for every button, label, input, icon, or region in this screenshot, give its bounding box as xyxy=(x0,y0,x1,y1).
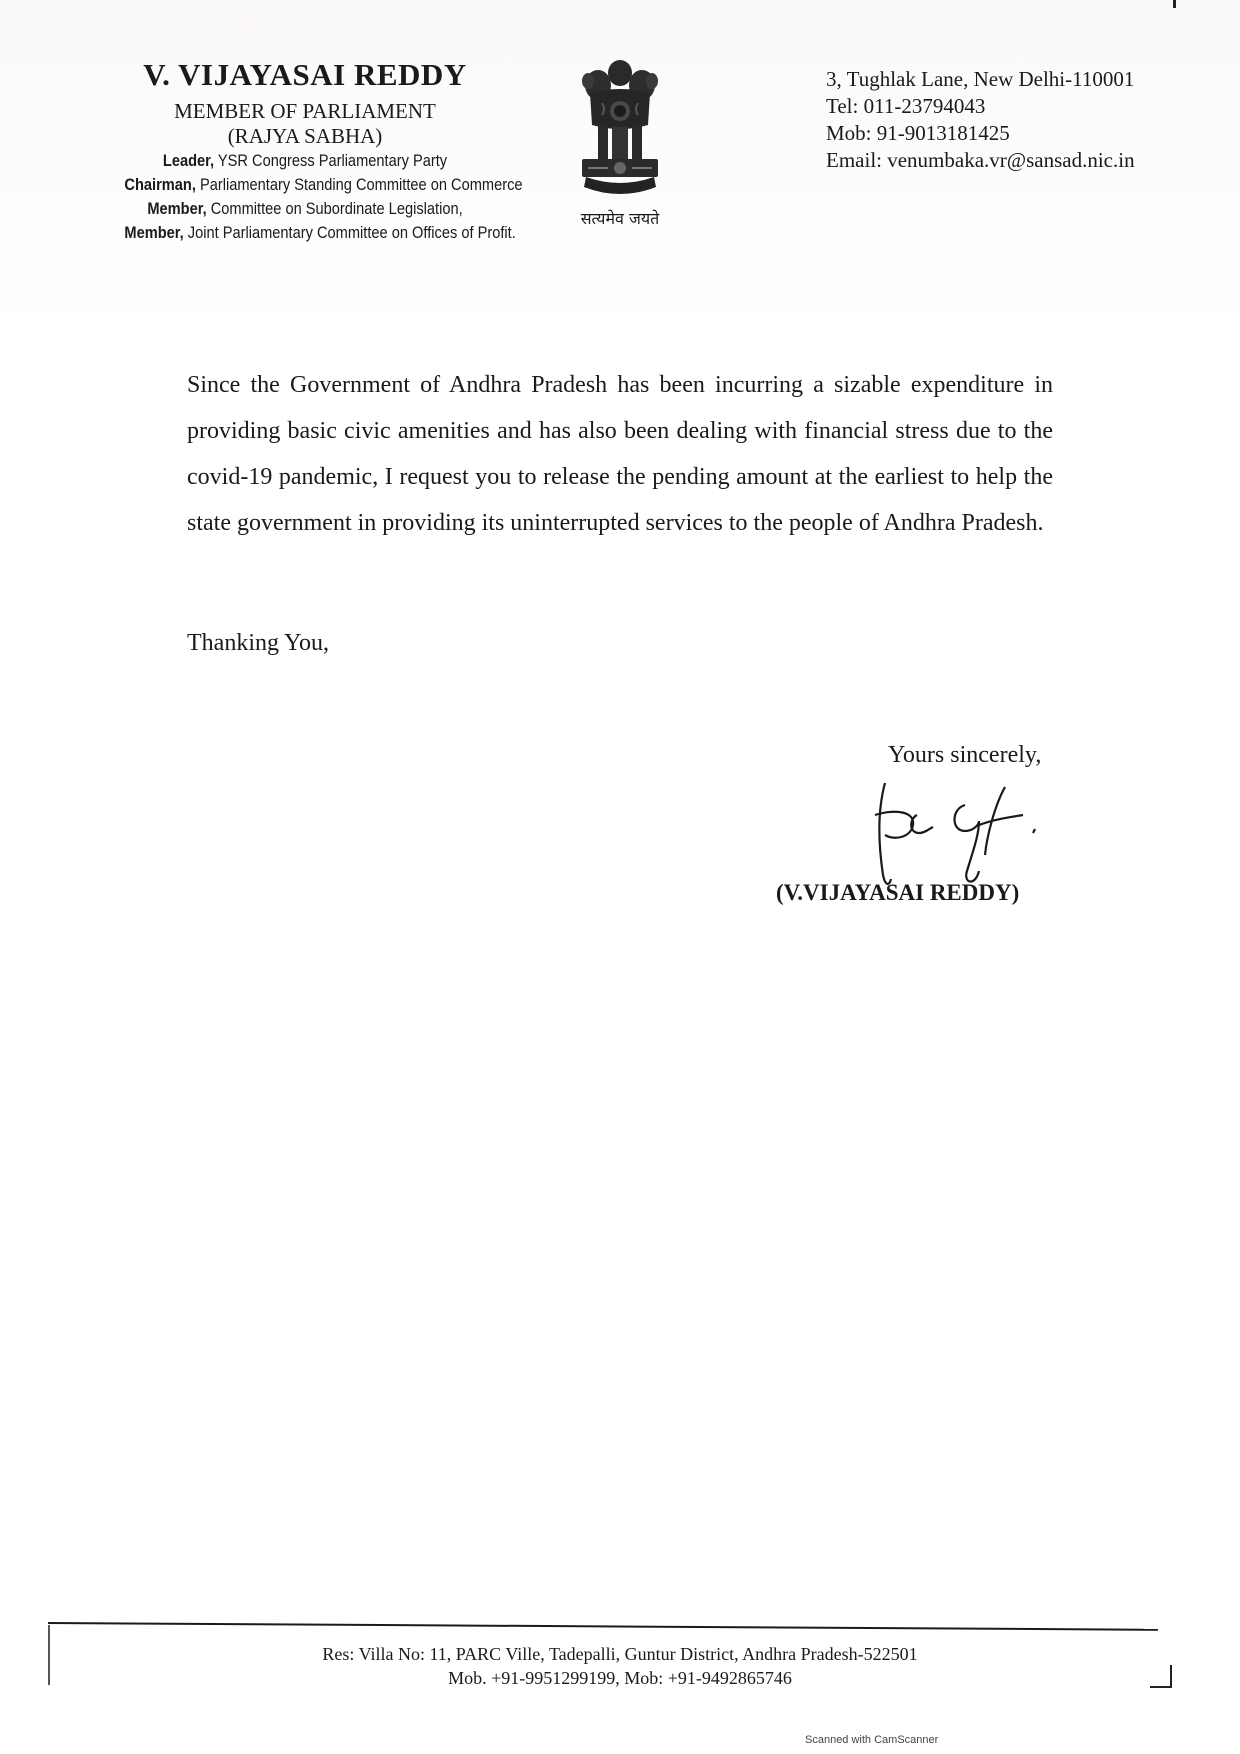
state-emblem-icon xyxy=(572,55,668,205)
residence-address: Res: Villa No: 11, PARC Ville, Tadepalli, Guntur District, Andhra Pradesh-522501 xyxy=(322,1644,918,1664)
sender-role: MEMBER OF PARLIAMENT xyxy=(174,99,436,123)
letterhead-left xyxy=(95,55,523,245)
closing-line: Thanking You, xyxy=(187,630,330,656)
scan-edge-mark xyxy=(1173,0,1176,8)
position-line xyxy=(124,197,485,221)
position-body: Parliamentary Standing Committee on Commerce xyxy=(195,175,523,194)
handwritten-signature xyxy=(855,775,1055,895)
sender-house: (RAJYA SABHA) xyxy=(227,124,383,148)
residence-mobiles: Mob. +91-9951299199, Mob: +91-9492865746 xyxy=(448,1668,792,1688)
position-title: Member, xyxy=(124,223,184,242)
position-line xyxy=(124,149,485,173)
sender-name: V. VIJAYASAI REDDY xyxy=(143,57,467,92)
letterhead-contact xyxy=(826,66,1166,174)
position-body: YSR Congress Parliamentary Party xyxy=(214,151,448,170)
scan-edge-mark xyxy=(48,1625,50,1685)
office-mobile: Mob: 91-9013181425 xyxy=(826,121,1010,145)
scan-edge-mark xyxy=(1150,1686,1172,1688)
office-address: 3, Tughlak Lane, New Delhi-110001 xyxy=(826,67,1135,91)
position-title: Leader, xyxy=(162,151,215,170)
footer-divider xyxy=(48,1622,1158,1631)
scan-edge-mark xyxy=(1170,1665,1172,1687)
office-telephone: Tel: 011-23794043 xyxy=(826,94,986,118)
footer-block xyxy=(180,1642,1060,1690)
complimentary-close: Yours sincerely, xyxy=(888,742,1042,768)
position-body: Joint Parliamentary Committee on Offices of Profit. xyxy=(183,223,516,242)
office-email: Email: venumbaka.vr@sansad.nic.in xyxy=(826,148,1135,172)
signatory-name: (V.VIJAYASAI REDDY) xyxy=(776,880,1020,905)
national-motto: सत्यमेव जयते xyxy=(580,209,660,228)
letter-paragraph: Since the Government of Andhra Pradesh has been incurring a sizable expenditure in providing basic civic amenities and has also been dealing with financial stress due to the covid-19 pandemic, I request you to release the pending amount at the earliest to help the state government in providing its uninterrupted services to the people of Andhra Pradesh. xyxy=(187,372,1053,536)
position-line xyxy=(124,173,523,197)
scanner-watermark: Scanned with CamScanner xyxy=(805,1734,939,1746)
position-body: Committee on Subordinate Legislation, xyxy=(206,199,463,218)
position-line xyxy=(124,221,516,245)
position-title: Member, xyxy=(147,199,207,218)
position-title: Chairman, xyxy=(124,175,196,194)
emblem-block xyxy=(560,55,680,229)
